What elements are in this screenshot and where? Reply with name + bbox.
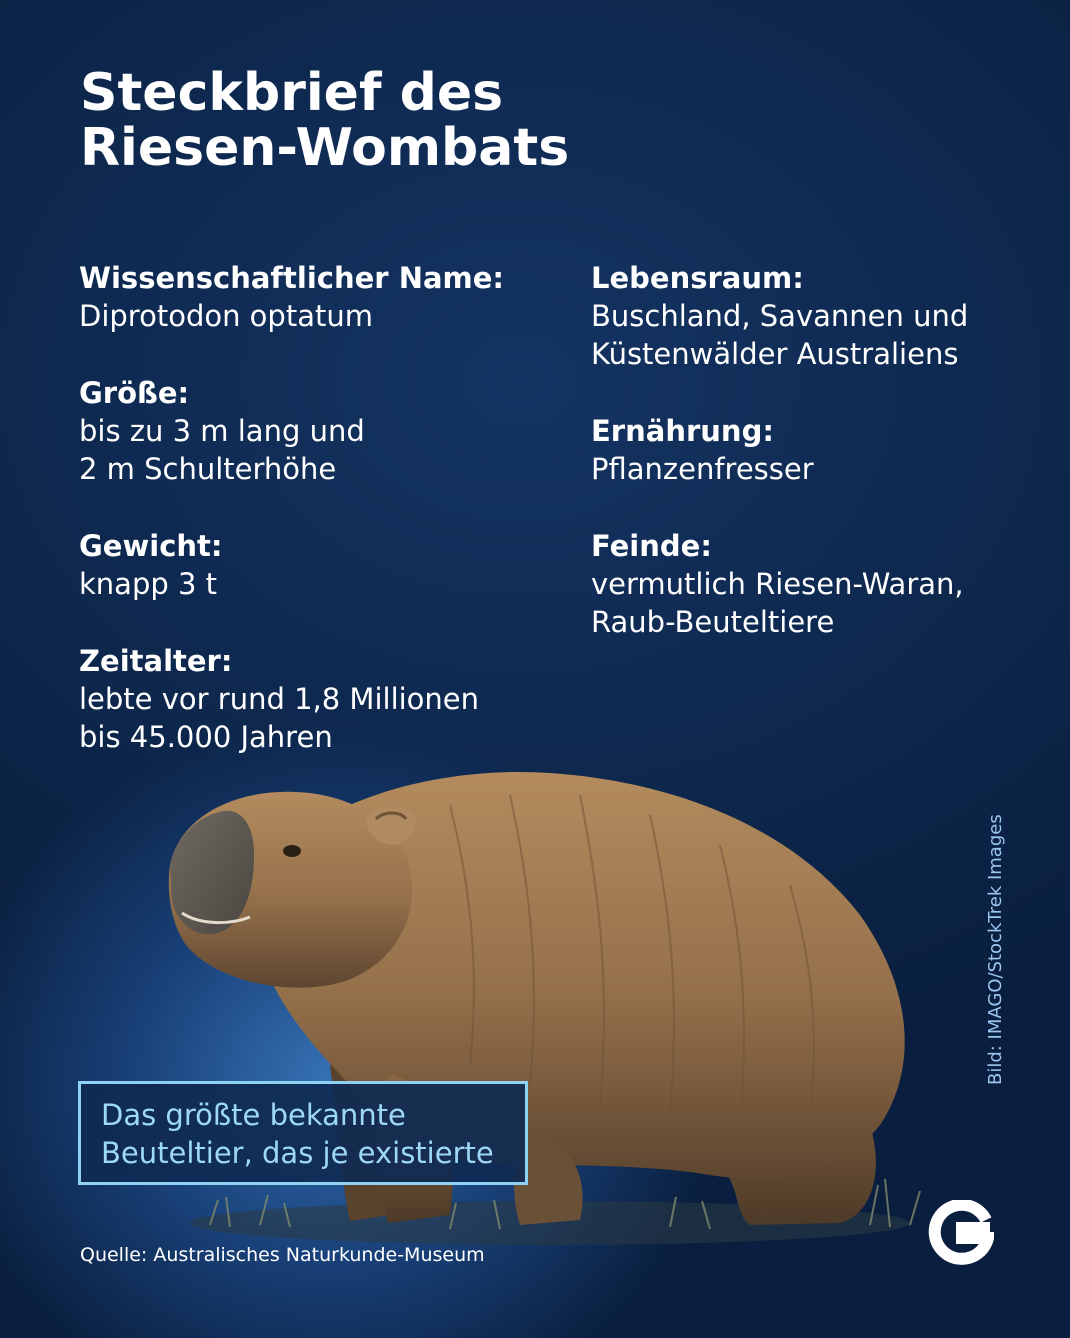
fact-weight [79,527,549,603]
fact-habitat [591,259,1031,373]
fact-scientific-name [79,259,549,335]
fact-label: Wissenschaftlicher Name: [79,261,505,295]
fact-label: Größe: [79,376,190,410]
fact-label: Lebensraum: [591,261,804,295]
fact-diet [591,412,1031,488]
image-credit: Bild: IMAGO/StockTrek Images [985,814,1006,1085]
fact-enemies [591,527,1031,641]
diprotodon-illustration [150,745,950,1265]
fact-value: Buschland, Savannen und Küstenwälder Australiens [591,299,969,371]
page-title-line-2: Riesen-Wombats [80,118,570,178]
fact-label: Feinde: [591,529,712,563]
fact-era [79,642,549,756]
facts-right-column [591,259,1031,680]
g-logo-icon [928,1200,994,1266]
fact-label: Ernährung: [591,414,774,448]
fact-value: vermutlich Riesen-Waran, Raub-Beuteltiere [591,567,964,639]
fact-label: Zeitalter: [79,644,233,678]
page-title [80,63,800,178]
fact-value: bis zu 3 m lang und 2 m Schulterhöhe [79,414,365,486]
source-note: Quelle: Australisches Naturkunde-Museum [80,1244,485,1266]
facts-left-column [79,259,549,795]
fact-label: Gewicht: [79,529,223,563]
page-title-line-1: Steckbrief des [80,63,504,123]
fact-value: knapp 3 t [79,567,218,601]
fact-size [79,374,549,488]
highlight-callout: Das größte bekannte Beuteltier, das je existierte [78,1081,528,1185]
fact-value: lebte vor rund 1,8 Millionen bis 45.000 Jahren [79,682,480,754]
fact-value: Diprotodon optatum [79,299,373,333]
fact-value: Pflanzenfresser [591,452,814,486]
